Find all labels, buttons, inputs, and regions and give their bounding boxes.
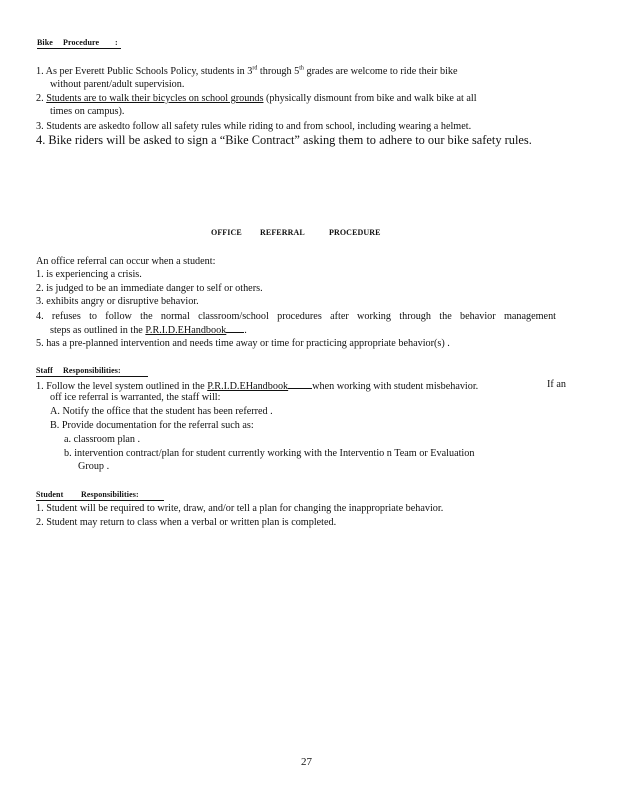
bike-procedure-heading xyxy=(37,38,121,49)
referral-intro: An office referral can occur when a student: xyxy=(36,256,216,267)
bike-item-2-line2: times on campus). xyxy=(50,106,125,117)
bike-item-3: 3. Students are askedto follow all safety rules while riding to and from school, including wearing a helmet. xyxy=(36,121,472,132)
staff-item-a: A. Notify the office that the student has been referred . xyxy=(50,406,273,417)
referral-item-2: 2. is judged to be an immediate danger to self or others. xyxy=(36,283,263,294)
referral-item-3: 3. exhibits angry or disruptive behavior. xyxy=(36,296,199,307)
bike-item-4: 4. Bike riders will be asked to sign a “Bike Contract” asking them to adhere to our bike safety rules. xyxy=(36,133,532,147)
office-referral-heading xyxy=(211,228,381,239)
staff-item-b-b-line2: Group . xyxy=(78,461,110,472)
student-responsibilities-word: Responsibilities: xyxy=(81,490,139,499)
page-number: 27 xyxy=(301,756,312,768)
staff-item-1-text: 1. Follow the level system outlined in the xyxy=(36,381,208,392)
heading-office: OFFICE xyxy=(211,228,242,237)
bike-item-2 xyxy=(36,93,477,106)
staff-item-b-b: b. intervention contract/plan for student currently working with the Interventio n Team or Evaluation xyxy=(64,448,475,459)
heading-referral: REFERRAL xyxy=(260,228,305,237)
bike-item-1 xyxy=(36,66,576,79)
referral-item-4-pre: steps as outlined in the xyxy=(50,325,146,336)
student-responsibilities-heading xyxy=(36,490,164,501)
bike-item-2-number: 2. xyxy=(36,93,44,104)
pride-handbook-link: P.R.I.D.EHandbook xyxy=(145,325,227,336)
referral-item-4: 4. refuses to follow the normal classroom/school procedures after working through the behavior management xyxy=(36,311,556,322)
referral-item-1: 1. is experiencing a crisis. xyxy=(36,269,142,280)
responsibilities-heading-word: Responsibilities: xyxy=(63,366,121,375)
staff-item-1-line2: off ice referral is warranted, the staff will: xyxy=(50,392,221,403)
student-heading-word: Student xyxy=(36,490,64,499)
staff-heading-word: Staff xyxy=(36,366,53,375)
bike-item-2-rest: (physically dismount from bike and walk bike at all xyxy=(266,93,477,104)
bike-item-2-underlined: Students are to walk their bicycles on school grounds xyxy=(46,93,264,104)
staff-item-b-a: a. classroom plan . xyxy=(64,434,141,445)
bike-item-1-text: 1. As per Everett Public Schools Policy, students in 3 xyxy=(36,66,253,77)
referral-item-4-line2 xyxy=(50,323,247,338)
bike-item-1-mid: through 5 xyxy=(257,66,300,77)
heading-procedure: PROCEDURE xyxy=(329,228,381,237)
staff-pride-handbook-link: P.R.I.D.EHandbook xyxy=(207,381,289,392)
staff-item-b: B. Provide documentation for the referral such as: xyxy=(50,420,254,431)
student-item-1: 1. Student will be required to write, draw, and/or tell a plan for changing the inappropriate behavior. xyxy=(36,503,444,514)
staff-item-1-tail: If an xyxy=(547,379,566,390)
student-item-2: 2. Student may return to class when a verbal or written plan is completed. xyxy=(36,517,337,528)
staff-item-1-post: when working with student misbehavior. xyxy=(312,381,479,392)
procedure-heading-word: Procedure xyxy=(63,38,100,47)
ordinal-th: th xyxy=(299,65,304,72)
bike-item-1-post: grades are welcome to ride their bike xyxy=(303,66,458,77)
staff-responsibilities-heading xyxy=(36,366,148,377)
referral-item-4-post: . xyxy=(244,325,247,336)
bike-item-1-line2: without parent/adult supervision. xyxy=(50,79,185,90)
heading-colon: : xyxy=(115,38,118,47)
referral-item-5: 5. has a pre-planned intervention and needs time away or time for practicing appropriate behavior(s) . xyxy=(36,338,450,349)
ordinal-rd: rd xyxy=(252,65,258,72)
bike-heading-word: Bike xyxy=(37,38,53,47)
